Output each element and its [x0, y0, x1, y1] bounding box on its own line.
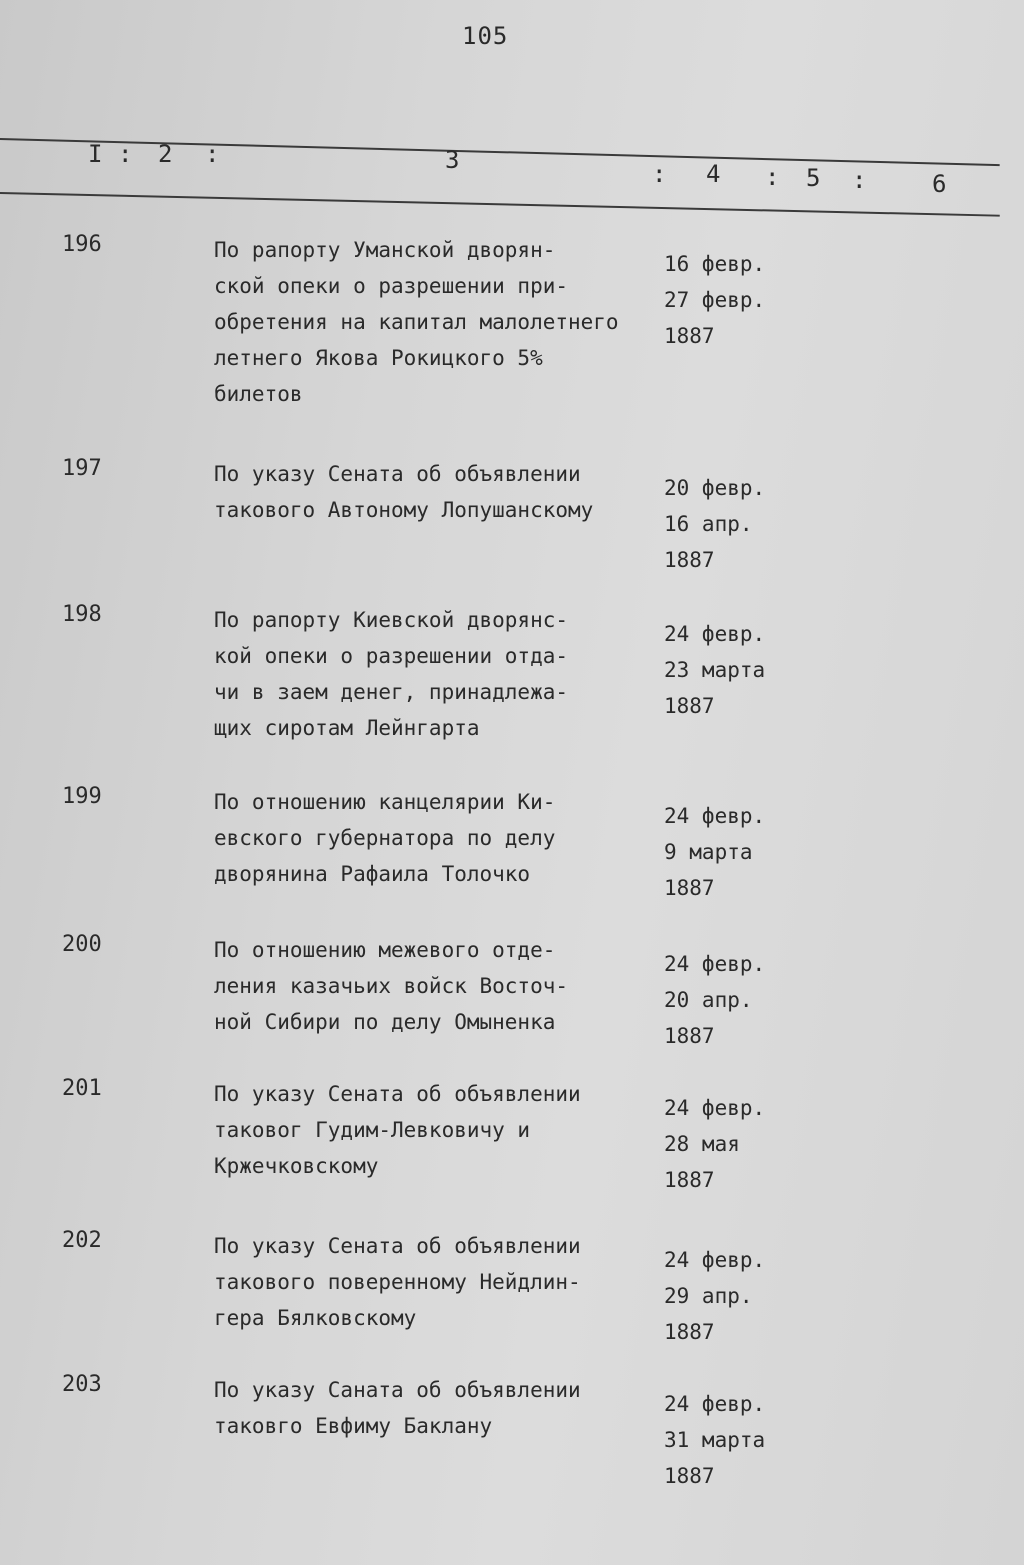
- entry-dates: [664, 246, 804, 354]
- entry-dates: [664, 1242, 804, 1350]
- column-header-3: 3: [445, 146, 460, 174]
- entry-date-start: 24 февр.: [664, 1392, 766, 1416]
- entry-year: 1887: [664, 1464, 715, 1488]
- entry-description: По указу Сената об объявлении такового Автоному Лопушанскому: [214, 462, 594, 522]
- entry-description: По рапорту Киевской дворянс- кой опеки о разрешении отда- чи в заем денег, принадлежа- щих сиротам Лейнгарта: [214, 608, 569, 740]
- entry-description: По отношению межевого отде- ления казачьих войск Восточ- ной Сибири по делу Омыненка: [214, 938, 569, 1034]
- column-header-4: 4: [706, 160, 721, 188]
- entry-year: 1887: [664, 324, 715, 348]
- entry-number: 199: [62, 784, 102, 809]
- header-rule-top: [0, 138, 1000, 166]
- entry-number: 201: [62, 1076, 102, 1101]
- entry-year: 1887: [664, 1320, 715, 1344]
- column-header-separator: :: [852, 166, 867, 194]
- entry-number: 202: [62, 1228, 102, 1253]
- entry-dates: [664, 1090, 804, 1198]
- entry-year: 1887: [664, 548, 715, 572]
- entry-description: По отношению канцелярии Ки- евского губернатора по делу дворянина Рафаила Толочко: [214, 790, 556, 886]
- entry-date-end: 31 марта: [664, 1428, 766, 1452]
- column-header-separator: :: [118, 140, 133, 168]
- entry-date-end: 20 апр.: [664, 988, 753, 1012]
- entry-dates: [664, 470, 804, 578]
- entry-date-start: 24 февр.: [664, 1096, 766, 1120]
- column-header-5: 5: [806, 164, 821, 192]
- entry-date-start: 24 февр.: [664, 1248, 766, 1272]
- entry-date-end: 23 марта: [664, 658, 766, 682]
- entry-year: 1887: [664, 1024, 715, 1048]
- entry-date-end: 16 апр.: [664, 512, 753, 536]
- column-header-separator: :: [765, 163, 780, 191]
- entry-year: 1887: [664, 1168, 715, 1192]
- entry-dates: [664, 946, 804, 1054]
- entry-number: 200: [62, 932, 102, 957]
- column-header-6: 6: [932, 170, 947, 198]
- entry-date-end: 28 мая: [664, 1132, 740, 1156]
- entry-year: 1887: [664, 876, 715, 900]
- entry-date-end: 29 апр.: [664, 1284, 753, 1308]
- header-rule-bottom: [0, 192, 1000, 217]
- entry-number: 198: [62, 602, 102, 627]
- entry-date-end: 27 февр.: [664, 288, 766, 312]
- column-header-1: I: [88, 140, 103, 168]
- entry-dates: [664, 798, 804, 906]
- entry-date-start: 24 февр.: [664, 804, 766, 828]
- entry-date-start: 24 февр.: [664, 952, 766, 976]
- entry-description: По указу Саната об объявлении таковго Евфиму Баклану: [214, 1378, 581, 1438]
- entry-number: 197: [62, 456, 102, 481]
- column-header-separator: :: [205, 140, 220, 168]
- entry-description: По рапорту Уманской дворян- ской опеки о разрешении при- обретения на капитал малолетнего летнего Якова Рокицкого 5% билетов: [214, 238, 619, 406]
- entry-date-start: 24 февр.: [664, 622, 766, 646]
- entry-dates: [664, 616, 804, 724]
- page-number: 105: [462, 22, 509, 50]
- entry-date-start: 20 февр.: [664, 476, 766, 500]
- entry-description: По указу Сената об объявлении такового поверенному Нейдлин- гера Бялковскому: [214, 1234, 581, 1330]
- column-header-2: 2: [158, 140, 173, 168]
- entry-number: 196: [62, 232, 102, 257]
- entry-date-start: 16 февр.: [664, 252, 766, 276]
- entry-year: 1887: [664, 694, 715, 718]
- entry-description: По указу Сената об объявлении таковог Гудим-Левковичу и Кржечковскому: [214, 1082, 581, 1178]
- entry-dates: [664, 1386, 804, 1494]
- entry-date-end: 9 марта: [664, 840, 753, 864]
- column-header-separator: :: [652, 160, 667, 188]
- entry-number: 203: [62, 1372, 102, 1397]
